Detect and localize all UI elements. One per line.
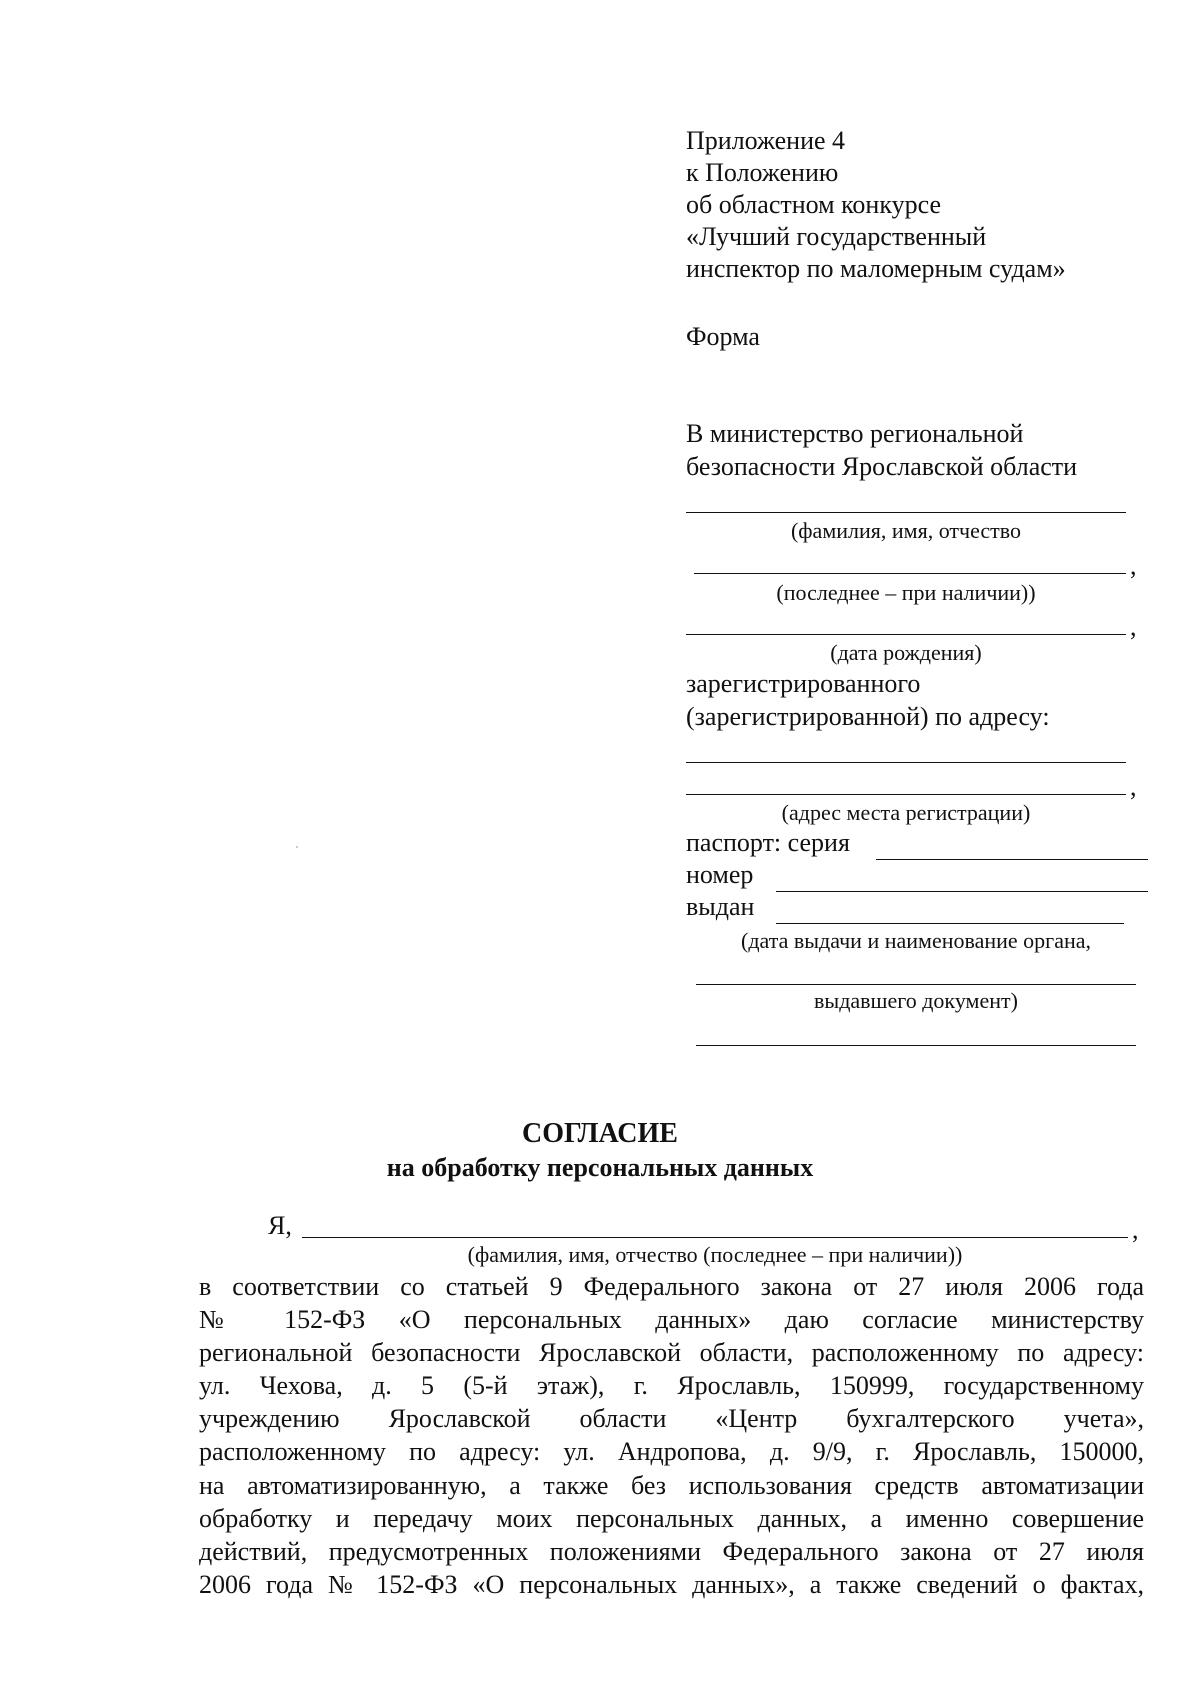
addressee-line-2: безопасности Ярославской области [686,452,1078,481]
header-line-5: инспектор по маломерным судам» [686,254,1066,283]
scan-speck [296,846,298,848]
issued-line-2[interactable] [696,984,1136,985]
issued-caption-2: выдавшего документ) [814,988,1018,1013]
address-line-2[interactable] [686,794,1126,795]
header-line-2: к Положению [686,158,839,187]
person-name-line[interactable] [302,1237,1128,1238]
addressee-line-1: В министерство региональной [686,419,1024,448]
passport-number-line[interactable] [776,891,1148,892]
address-caption: (адрес места регистрации) [781,800,1031,825]
person-comma: , [1132,1215,1139,1244]
header-line-1: Приложение 4 [686,126,846,155]
body-line-9: действий, предусмотренных положениями Федерального закона от 27 июля [199,1536,1144,1566]
address-comma: , [1130,772,1137,801]
body-line-5: учреждению Ярославской области «Центр бухгалтерского учета», [199,1404,1144,1434]
body-line-8: обработку и передачу моих персональных данных, а именно совершение [199,1503,1144,1533]
registered-line-1: зарегистрированного [686,669,921,698]
passport-number-label: номер [686,860,754,889]
body-line-4: ул. Чехова, д. 5 (5-й этаж), г. Ярославль, 150999, государственному [199,1371,1144,1401]
passport-issued-line[interactable] [776,923,1124,924]
body-line-1: в соответствии со статьей 9 Федерального закона от 27 июля 2006 года [199,1272,1144,1301]
consent-body [199,1270,1144,1601]
document-subtitle: на обработку персональных данных [386,1153,814,1182]
fio-caption-2: (последнее – при наличии)) [776,580,1036,605]
issued-line-3[interactable] [696,1045,1136,1046]
passport-series-line[interactable] [876,859,1148,860]
body-line-6: расположенному по адресу: ул. Андропова, д. 9/9, г. Ярославль, 150000, [199,1437,1144,1467]
header-line-3: об областном конкурсе [686,190,941,219]
fio-comma: , [1130,551,1137,580]
fio-line-1[interactable] [686,512,1126,513]
intro-pronoun: Я, [268,1211,292,1240]
passport-issued-label: выдан [686,892,755,921]
issued-caption-1: (дата выдачи и наименование органа, [741,928,1091,953]
birth-date-line[interactable] [686,634,1126,635]
document-title: СОГЛАСИЕ [522,1118,678,1149]
body-line-3: региональной безопасности Ярославской области, расположенному по адресу: [199,1338,1144,1368]
birth-caption: (дата рождения) [830,640,982,665]
body-line-2: № 152-ФЗ «О персональных данных» даю согласие министерству [199,1305,1144,1335]
body-line-7: на автоматизированную, а также без использования средств автоматизации [199,1470,1144,1500]
person-caption: (фамилия, имя, отчество (последнее – при наличии)) [467,1242,963,1267]
body-line-10: 2006 года № 152-ФЗ «О персональных данных», а также сведений о фактах, [199,1569,1144,1599]
address-line-1[interactable] [686,762,1126,763]
form-label: Форма [686,322,760,351]
fio-line-2[interactable] [694,573,1126,574]
fio-caption-1: (фамилия, имя, отчество [790,518,1022,543]
registered-line-2: (зарегистрированной) по адресу: [686,702,1050,731]
passport-series-label: паспорт: серия [686,828,850,857]
header-line-4: «Лучший государственный [686,222,987,251]
birth-comma: , [1130,612,1137,641]
